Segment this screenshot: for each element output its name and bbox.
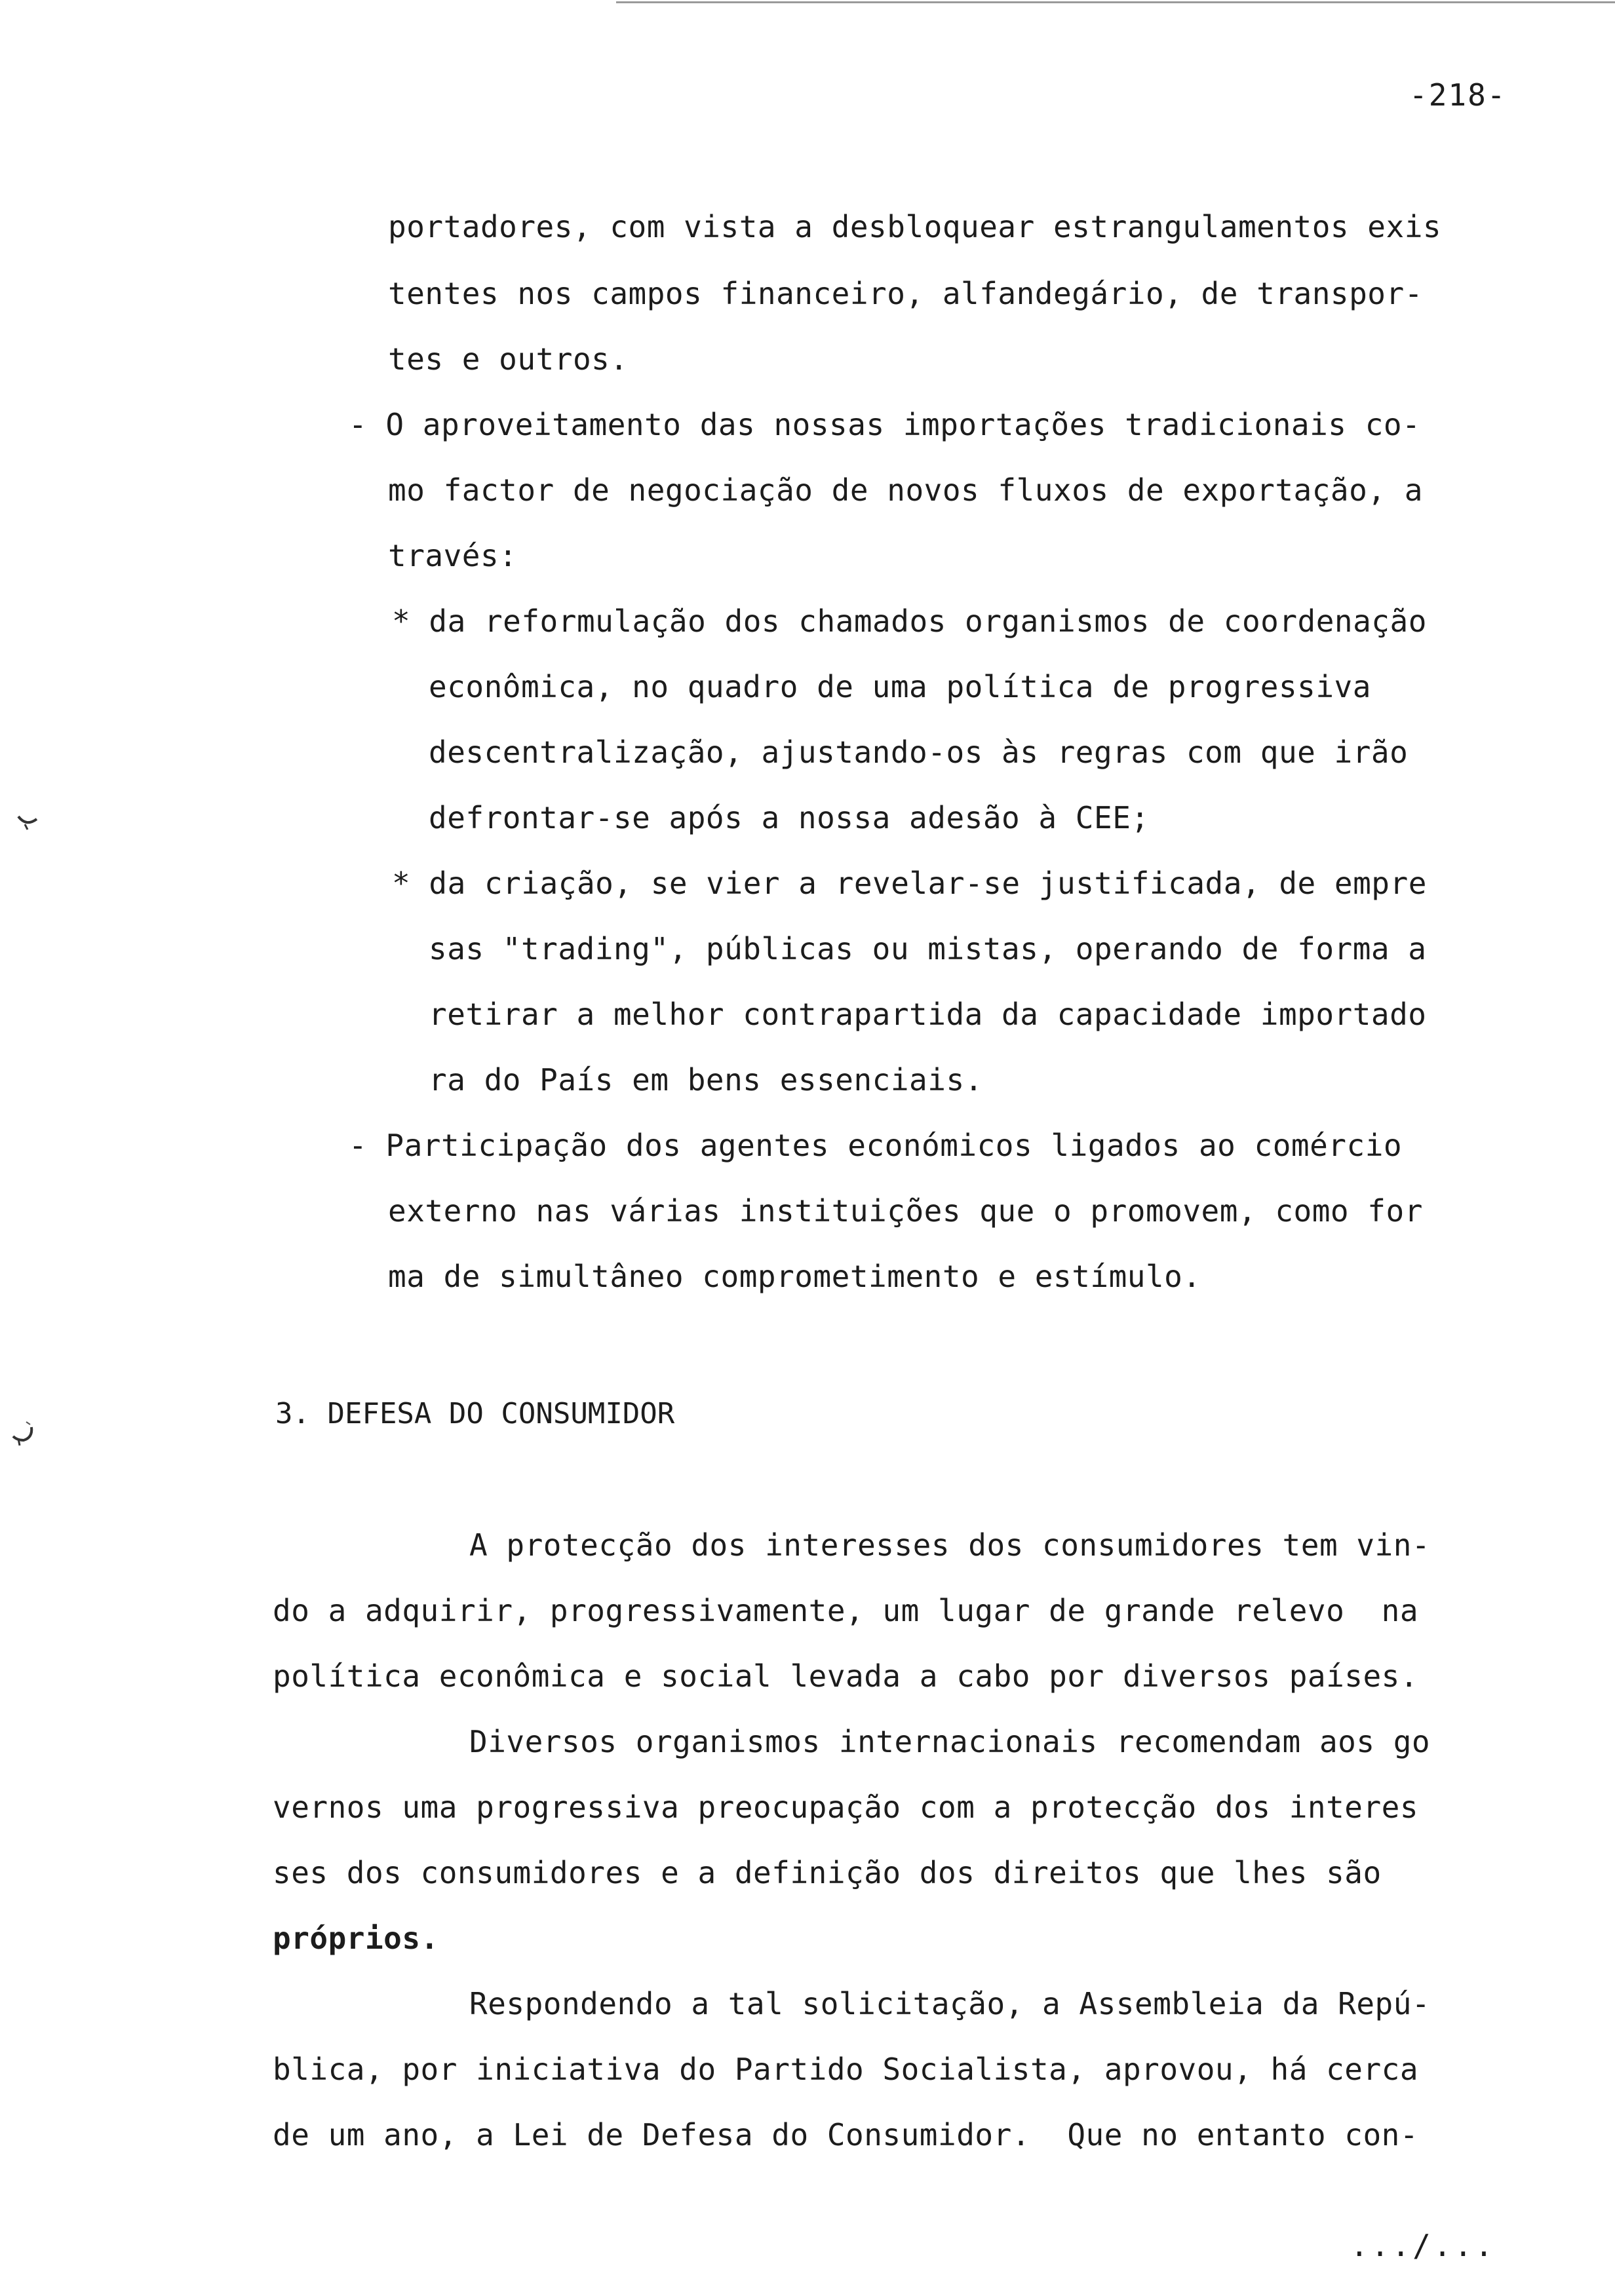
- punch-mark-icon: [16, 810, 42, 836]
- text-line: retirar a melhor contrapartida da capacidade importado: [429, 997, 1427, 1032]
- text-line: ra do País em bens essenciais.: [429, 1062, 983, 1098]
- paragraph-line: blica, por iniciativa do Partido Socialista, aprovou, há cerca: [273, 2052, 1419, 2087]
- list-item-bullet: * da reformulação dos chamados organismos de coordenação: [392, 603, 1427, 639]
- text-line: descentralização, ajustando-os às regras com que irão: [429, 735, 1409, 770]
- text-line: tes e outros.: [388, 341, 629, 377]
- text-line: externo nas várias instituições que o promovem, como for: [388, 1193, 1423, 1229]
- paragraph-line: Respondendo a tal solicitação, a Assembleia da Repú-: [469, 1986, 1431, 2021]
- text-line: portadores, com vista a desbloquear estrangulamentos exis: [388, 209, 1442, 244]
- text-line: tentes nos campos financeiro, alfandegário, de transpor-: [388, 276, 1423, 311]
- text-line: defrontar-se após a nossa adesão à CEE;: [429, 800, 1150, 835]
- paragraph-line: do a adquirir, progressivamente, um lugar de grande relevo na: [273, 1593, 1419, 1628]
- list-item-dash: - O aproveitamento das nossas importações tradicionais co-: [349, 407, 1421, 442]
- list-item-bullet: * da criação, se vier a revelar-se justificada, de empre: [392, 866, 1427, 901]
- paragraph-line: A protecção dos interesses dos consumidores tem vin-: [469, 1527, 1431, 1563]
- punch-mark-icon: [9, 1421, 35, 1447]
- paragraph-line: próprios.: [273, 1921, 439, 1956]
- text-line: sas "trading", públicas ou mistas, operando de forma a: [429, 931, 1427, 966]
- paragraph-line: Diversos organismos internacionais recomendam aos go: [469, 1724, 1431, 1759]
- text-line: ma de simultâneo comprometimento e estímulo.: [388, 1259, 1201, 1294]
- paragraph-line: de um ano, a Lei de Defesa do Consumidor. Que no entanto con-: [273, 2117, 1419, 2152]
- top-rule: [616, 1, 1615, 3]
- list-item-dash: - Participação dos agentes económicos ligados ao comércio: [349, 1128, 1403, 1163]
- text-line: través:: [388, 538, 518, 573]
- section-heading: 3. DEFESA DO CONSUMIDOR: [275, 1397, 675, 1430]
- paragraph-line: vernos uma progressiva preocupação com a protecção dos interes: [273, 1789, 1419, 1825]
- paragraph-line: ses dos consumidores e a definição dos direitos que lhes são: [273, 1855, 1382, 1890]
- text-line: econômica, no quadro de uma política de progressiva: [429, 669, 1371, 704]
- continuation-mark: .../...: [1350, 2228, 1496, 2263]
- text-line: mo factor de negociação de novos fluxos de exportação, a: [388, 472, 1423, 508]
- paragraph-line: política econômica e social levada a cabo por diversos países.: [273, 1658, 1419, 1694]
- page-number: -218-: [1409, 77, 1507, 113]
